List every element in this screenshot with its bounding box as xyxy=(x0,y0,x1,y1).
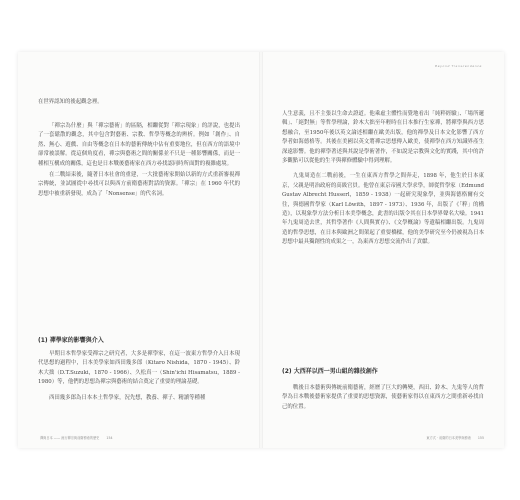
left-paragraph-3: 在二戰結束後，隨著日本社會的重建，一大批藝術家開始以新的方式重新審視禪宗傳統，並試圖從中尋找可以與西方前衛藝術對話的資源。「禪宗」在 1960 年代的思想中被重新發現，成為了「Nonsense」的代名詞。 xyxy=(38,172,240,197)
right-paragraph-2: 九鬼周造在二戰前後，一生在東西方哲學之間奔走，1898 年，他生於日本東京，父親是明治政府的高級官員。他曾在東京帝國大學求學，師從哲學家（Edmund Gustav Albrecht Husserl，1859 - 1938）一起研究現象學，並與海德格爾有交往，與德國哲學家（Karl Löwith，1897 - 1973）、1936 年，出版了《「粹」的構造》，以現象學方法分析日本美學概念，此書的出版令其在日本學界聲名大噪。1941 年九鬼周造去世，其哲學著作《人間與實存》、《文學概論》等遺稿相繼出版。九鬼周造的哲學思想，在日本與歐洲之間架起了重要橋樑，他的美學研究至今仍被視為日本思想中最具獨創性的成果之一，為東西方思想交流作出了貢獻。 xyxy=(282,173,484,246)
right-page-number: 155 xyxy=(477,436,484,440)
left-paragraph-5: 西田幾多郎為日本本土哲學家，況先想，教養、禪子、精讀等種種 xyxy=(49,394,206,401)
left-footer-text: 禪與日本 —— 流行禪宗與前衛藝術的歷史 xyxy=(40,436,100,440)
left-paragraph-4: 早期日本哲學家受禪宗之研究者，大多是禪學家，在這一波東方哲學介入日本現代思想的過程中，日本美學家如西田幾多郎（Kitaro Nishida，1870 - 1945）、鈴木大拙（D.T.Suzuki，1870 - 1966）、久松真一（Shin'ichi Hisamatsu，1889 - 1980）等，他們的思想為禪宗與藝術的結合奠定了重要的理論基礎。 xyxy=(38,351,240,386)
left-page xyxy=(18,52,260,448)
left-body-text-top xyxy=(38,98,240,107)
right-body-text-bottom xyxy=(282,384,484,412)
right-footer-text: 東方式 · 前衛的日本美學與藝術 xyxy=(426,436,471,440)
right-section-heading: (2) 大西祥以西一男山組的雜技創作 xyxy=(282,368,378,375)
left-section-heading: (1) 禪學家的影響與介入 xyxy=(38,337,104,344)
left-paragraph-2: 「禪宗為什麼」與「禪宗藝術」的區隔，相繼從對「禪宗現象」的評說，也提出了一套鬆散的觀念，其中包含對藝術、宗教、哲學等概念的辨析。例如「創作」、自然、無心、遊戲、自由等概念在日本的藝術傳統中佔有重要地位，但在西方的語境中卻常被誤解。從這個角度看，禪宗與藝術之間的關係並不只是一種影響關係，而是一種相互構成的關係，這也是日本戰後藝術家在西方尋找認同時所面對的複雜處境。 xyxy=(38,123,240,167)
running-head: Beyond Transcendence xyxy=(435,64,482,68)
book-spread xyxy=(18,52,504,448)
left-body-text-bottom xyxy=(38,350,240,403)
left-page-number: 154 xyxy=(106,436,113,440)
right-paragraph-1: 人生意義，且不主張以生命去證道。他乘虛主體性而覺地看出「純粹經驗」、「場所邏輯」、「絕對無」等哲學理論，鈴木大拙至年輕時在日本推行生家禪，將禪學與西方思想融合，至1950年後以英文論述相繼在歐美出版，他的禪學及日本文化影響了西方學者如海德格等。其後在美國以英文將禪宗思想傳入歐美，使禪學在西方知識界產生深遠影響。他的禪學著述與其說是學術著作，不如說是宗教與文化的實踐，其中的許多觀點可以從他的生平與禪修體驗中得到理解。 xyxy=(282,111,484,165)
right-paragraph-3: 戰後日本藝術與傳統前衛藝術，經歷了巨大的轉變，西田、鈴木、九鬼等人的哲學為日本戰後藝術家提供了重要的思想資源，使藝術家得以在東西方之間重新尋找自己的位置。 xyxy=(282,385,484,410)
left-footer xyxy=(40,435,113,440)
right-page xyxy=(262,52,504,448)
right-body-text-top xyxy=(282,110,484,248)
right-footer xyxy=(426,435,484,440)
left-paragraph-1: 在世界認知的後起觀念裡。 xyxy=(38,99,103,105)
left-body-text-middle xyxy=(38,122,240,199)
